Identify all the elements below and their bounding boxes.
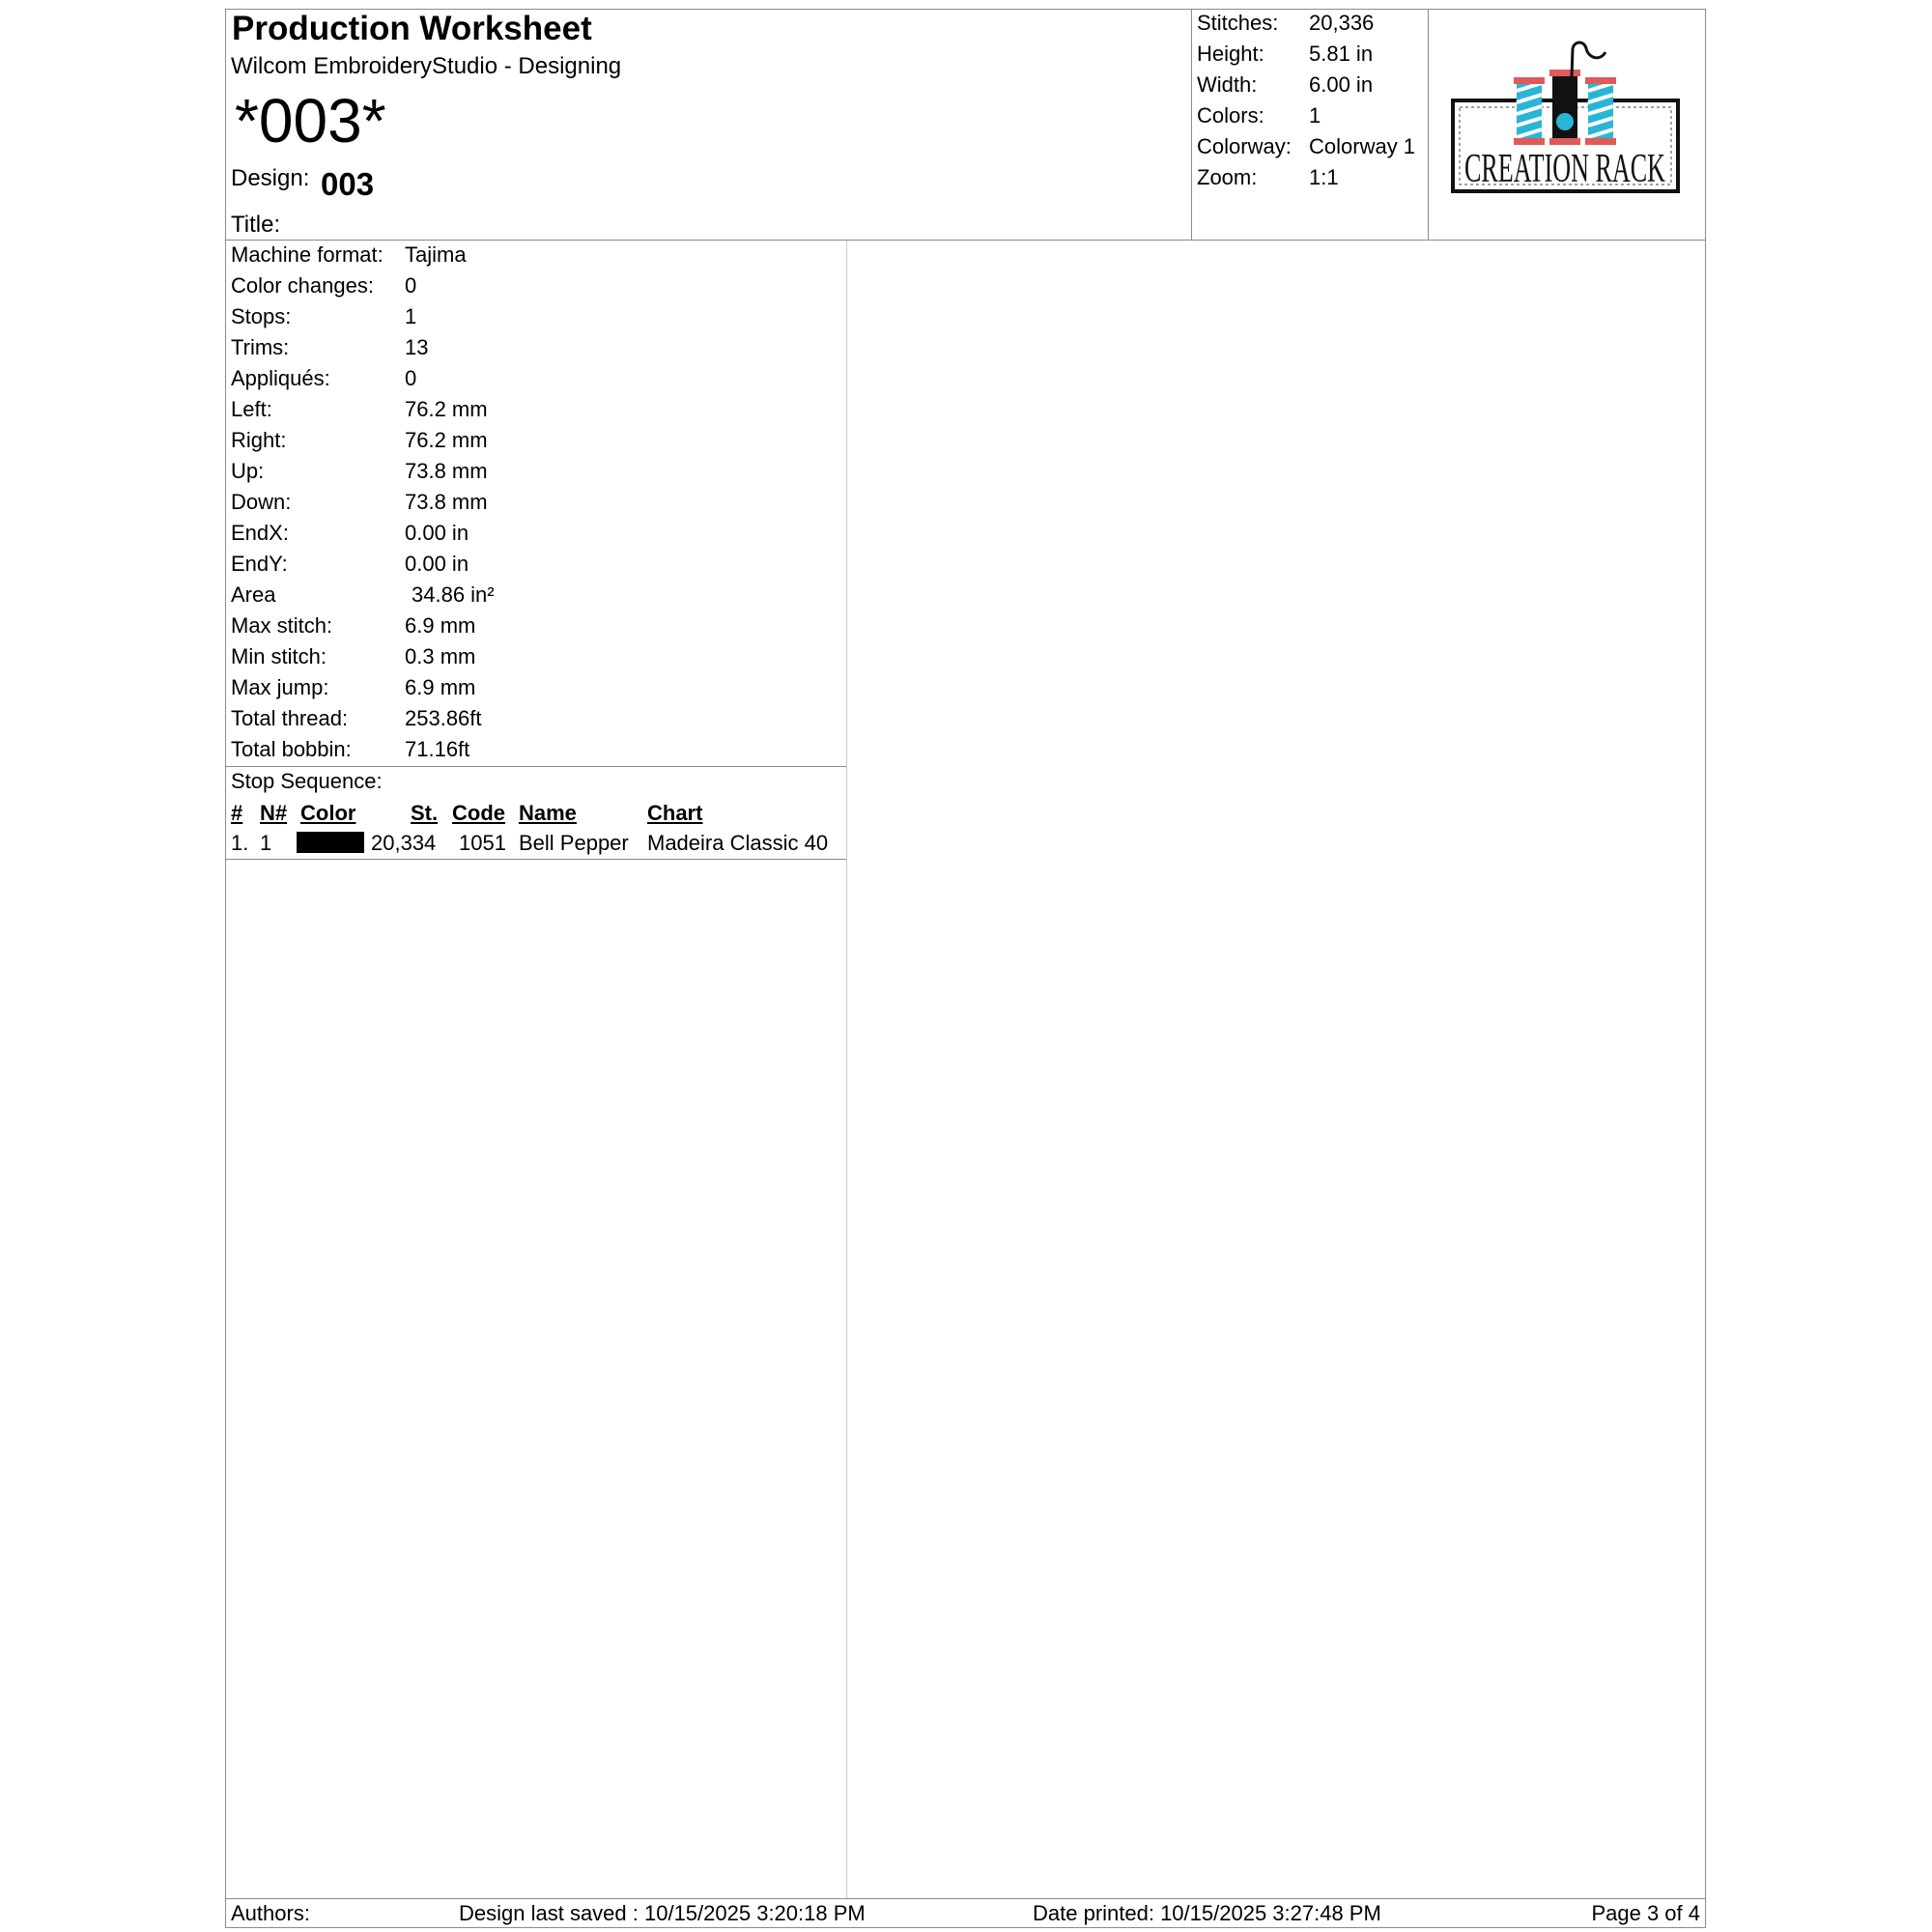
detail-value: 0 [405,366,417,390]
col-header-color: Color [300,801,356,825]
detail-label: Left: [231,397,272,421]
detail-value: Tajima [405,242,467,267]
stop-sequence-label: Stop Sequence: [231,769,383,793]
row-stitches: 20,334 [371,831,437,855]
detail-value: 0.00 in [405,552,469,576]
detail-label: Max stitch: [231,613,333,638]
detail-label: EndY: [231,552,288,576]
detail-value: 1 [405,304,417,328]
colors-label: Colors: [1197,103,1264,128]
detail-label: EndX: [231,521,289,545]
detail-value: 34.86 in² [412,582,495,607]
col-header-st: St. [411,801,439,825]
detail-label: Machine format: [231,242,384,267]
detail-label: Total bobbin: [231,737,352,761]
footer-divider [225,1898,1706,1899]
design-value: 003 [321,166,375,202]
title-label: Title: [231,212,281,238]
col-header-num: # [231,801,243,825]
detail-label: Up: [231,459,265,483]
detail-label: Stops: [231,304,292,328]
design-barcode-text: *003* [235,86,386,156]
width-label: Width: [1197,72,1258,97]
width-value: 6.00 in [1309,72,1374,97]
design-label: Design: [231,165,310,191]
detail-value: 76.2 mm [405,397,488,421]
row-name: Bell Pepper [519,831,629,855]
detail-label: Color changes: [231,273,374,298]
row-num: 1. [231,831,249,855]
footer-authors: Authors: [231,1901,310,1925]
summary-divider [1191,9,1192,241]
zoom-value: 1:1 [1309,165,1339,189]
col-header-n: N# [260,801,288,825]
spool-center [1549,70,1580,145]
detail-value: 71.16ft [405,737,470,761]
page-title: Production Worksheet [232,10,592,47]
col-header-name: Name [519,801,577,825]
detail-label: Right: [231,428,287,452]
detail-label: Max jump: [231,675,329,699]
zoom-label: Zoom: [1197,165,1258,189]
colors-value: 1 [1309,103,1321,128]
colorway-label: Colorway: [1197,134,1292,158]
detail-value: 6.9 mm [405,613,476,638]
detail-value: 76.2 mm [405,428,488,452]
detail-value: 73.8 mm [405,459,488,483]
software-name: Wilcom EmbroideryStudio - Designing [231,53,622,79]
footer-page-number: Page 3 of 4 [1591,1901,1700,1925]
row-code: 1051 [459,831,506,855]
stop-sequence-divider [225,859,846,860]
detail-label: Down: [231,490,292,514]
worksheet-page [225,9,1706,1928]
detail-value: 6.9 mm [405,675,476,699]
spool-right [1585,77,1616,145]
row-n: 1 [260,831,272,855]
detail-label: Total thread: [231,706,349,730]
detail-value: 253.86ft [405,706,482,730]
header-divider [225,240,1706,241]
row-chart: Madeira Classic 40 [647,831,829,855]
detail-value: 0 [405,273,417,298]
detail-value: 0.00 in [405,521,469,545]
detail-value: 13 [405,335,429,359]
details-divider [225,766,846,767]
footer-last-saved: Design last saved : 10/15/2025 3:20:18 PM [459,1901,866,1925]
footer-date-printed: Date printed: 10/15/2025 3:27:48 PM [1033,1901,1381,1925]
height-label: Height: [1197,42,1264,66]
colorway-value: Colorway 1 [1309,134,1416,158]
stitches-value: 20,336 [1309,11,1375,35]
col-header-code: Code [452,801,505,825]
height-value: 5.81 in [1309,42,1374,66]
logo-text: CREATION RACK [1464,147,1665,191]
color-swatch [297,832,364,853]
detail-label: Min stitch: [231,644,327,668]
detail-value: 73.8 mm [405,490,488,514]
stitches-label: Stitches: [1197,11,1279,35]
detail-label: Area [231,582,276,607]
spool-left [1514,77,1545,145]
col-header-chart: Chart [647,801,703,825]
detail-label: Appliqués: [231,366,330,390]
detail-label: Trims: [231,335,290,359]
column-divider [846,241,847,1898]
detail-value: 0.3 mm [405,644,476,668]
creation-rack-logo [1449,39,1686,198]
logo-divider [1428,9,1429,241]
